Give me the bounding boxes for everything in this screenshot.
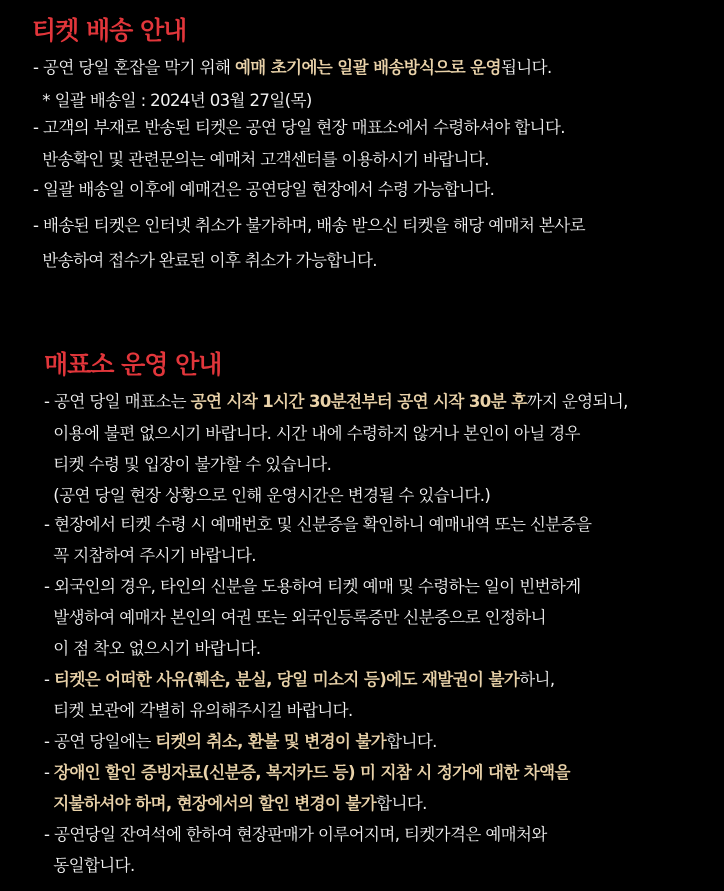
highlighted-text: 티켓의 취소, 환불 및 변경이 불가 <box>155 732 387 751</box>
text-segment: 합니다. <box>376 794 427 813</box>
notice-line <box>33 149 489 171</box>
notice-line <box>44 454 331 476</box>
highlighted-text: 예매 초기에는 일괄 배송방식으로 운영 <box>234 58 501 77</box>
text-segment: 티켓 보관에 각별히 유의해주시길 바랍니다. <box>44 701 353 720</box>
notice-line <box>33 57 552 79</box>
text-segment: * 일괄 배송일 : 2024년 03월 27일(목) <box>33 91 312 110</box>
highlighted-text: 지불하셔야 하며, 현장에서의 할인 변경이 불가 <box>53 794 377 813</box>
notice-line <box>33 90 312 112</box>
notice-line <box>33 117 565 139</box>
notice-line <box>44 731 437 753</box>
text-segment: - 공연 당일 혼잡을 막기 위해 <box>33 58 235 77</box>
notice-line <box>44 762 570 784</box>
notice-line <box>44 607 546 629</box>
notice-line <box>44 638 261 660</box>
notice-line <box>44 793 427 815</box>
text-segment: - 현장에서 티켓 수령 시 예매번호 및 신분증을 확인하니 예매내역 또는 신분증을 <box>44 515 592 534</box>
text-segment <box>44 794 53 813</box>
notice-line <box>44 545 256 567</box>
notice-line <box>44 576 581 598</box>
text-segment: 동일합니다. <box>44 856 135 875</box>
text-segment: - 일괄 배송일 이후에 예매건은 공연당일 현장에서 수령 가능합니다. <box>33 180 495 199</box>
text-segment: (공연 당일 현장 상황으로 인해 운영시간은 변경될 수 있습니다.) <box>44 486 491 505</box>
text-segment: 꼭 지참하여 주시기 바랍니다. <box>44 546 256 565</box>
text-segment: 됩니다. <box>500 58 552 77</box>
text-segment: 하니, <box>519 670 555 689</box>
notice-line <box>44 391 628 413</box>
text-segment: - <box>44 763 54 782</box>
text-segment: 반송하여 접수가 완료된 이후 취소가 가능합니다. <box>33 251 377 270</box>
text-segment: - <box>44 670 54 689</box>
text-segment: - 공연 당일에는 <box>44 732 156 751</box>
text-segment: 발생하여 예매자 본인의 여권 또는 외국인등록증만 신분증으로 인정하니 <box>44 608 546 627</box>
text-segment: - 고객의 부재로 반송된 티켓은 공연 당일 현장 매표소에서 수령하셔야 합니다. <box>33 118 565 137</box>
notice-line <box>44 514 591 536</box>
text-segment: - 공연당일 잔여석에 한하여 현장판매가 이루어지며, 티켓가격은 예매처와 <box>44 825 547 844</box>
notice-line <box>44 485 490 507</box>
text-segment: 반송확인 및 관련문의는 예매처 고객센터를 이용하시기 바랍니다. <box>33 150 489 169</box>
notice-line <box>33 215 585 237</box>
notice-line <box>44 855 135 877</box>
notice-line <box>44 824 547 846</box>
section-title: 티켓 배송 안내 <box>32 16 187 45</box>
text-segment: - 외국인의 경우, 타인의 신분을 도용하여 티켓 예매 및 수령하는 일이 빈번하게 <box>44 577 581 596</box>
highlighted-text: 공연 시작 1시간 30분전부터 공연 시작 30분 후 <box>190 392 527 411</box>
highlighted-text: 티켓은 어떠한 사유(훼손, 분실, 당일 미소지 등)에도 재발권이 불가 <box>54 670 520 689</box>
section-title: 매표소 운영 안내 <box>44 350 222 379</box>
text-segment: 이용에 불편 없으시기 바랍니다. 시간 내에 수령하지 않거나 본인이 아닐 경우 <box>44 424 580 443</box>
text-segment: 합니다. <box>386 732 437 751</box>
text-segment: 이 점 착오 없으시기 바랍니다. <box>44 639 261 658</box>
notice-line <box>33 179 494 201</box>
text-segment: 까지 운영되니, <box>526 392 628 411</box>
text-segment: 티켓 수령 및 입장이 불가할 수 있습니다. <box>44 455 332 474</box>
notice-line <box>44 700 353 722</box>
text-segment: - 공연 당일 매표소는 <box>44 392 191 411</box>
notice-line <box>44 669 555 691</box>
notice-line <box>44 423 580 445</box>
highlighted-text: 장애인 할인 증빙자료(신분증, 복지카드 등) 미 지참 시 정가에 대한 차액을 <box>54 763 570 782</box>
text-segment: - 배송된 티켓은 인터넷 취소가 불가하며, 배송 받으신 티켓을 해당 예매처 본사로 <box>33 216 585 235</box>
notice-line <box>33 250 377 272</box>
